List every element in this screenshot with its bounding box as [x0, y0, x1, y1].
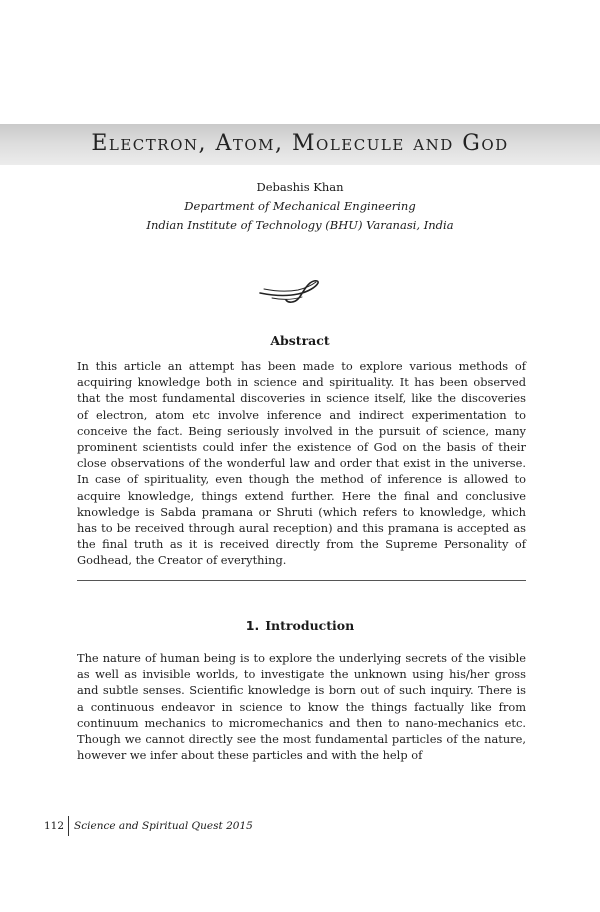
page-footer	[44, 816, 253, 836]
author-institution: Indian Institute of Technology (BHU) Varanasi, India	[146, 218, 454, 232]
section-divider	[77, 580, 526, 581]
author-department: Department of Mechanical Engineering	[184, 199, 416, 213]
section-title: Introduction	[265, 618, 355, 633]
footer-separator	[68, 816, 69, 836]
journal-name: Science and Spiritual Quest 2015	[74, 820, 253, 832]
paper-title: Electron, Atom, Molecule and God	[91, 131, 509, 156]
author-name: Debashis Khan	[256, 180, 344, 194]
section-number: 1.	[245, 618, 260, 633]
flourish-ornament-icon	[258, 277, 322, 307]
abstract-heading: Abstract	[270, 333, 330, 348]
page-number: 112	[44, 820, 65, 832]
introduction-heading	[0, 618, 600, 633]
abstract-text: In this article an attempt has been made to explore various methods of acquiring knowledge both in science and spirituality. It has been observed that the most fundamental discoveries in science itself, like the discoveries of electron, atom etc involve inference and indirect experimentation to conceive the fact. Being seriously involved in the pursuit of science, many prominent scientists could infer the existence of God on the basis of their close observations of the wonderful law and order that exist in the universe. In case of spirituality, even though the method of inference is allowed to acquire knowledge, things extend further. Here the final and conclusive knowledge is Sabda pramana or Shruti (which refers to knowledge, which has to be received through aural reception) and this pramana is accepted as the final truth as it is received directly from the Supreme Personality of Godhead, the Creator of everything.	[77, 359, 526, 568]
introduction-text: The nature of human being is to explore the underlying secrets of the visible as well as invisible worlds, to investigate the unknown using his/her gross and subtle senses. Scientific knowledge is born out of such inquiry. There is a continuous endeavor in science to know the things factually like from continuum mechanics to micromechanics and then to nano-mechanics etc. Though we cannot directly see the most fundamental particles of the nature, however we infer about these particles and with the help of	[77, 651, 526, 763]
